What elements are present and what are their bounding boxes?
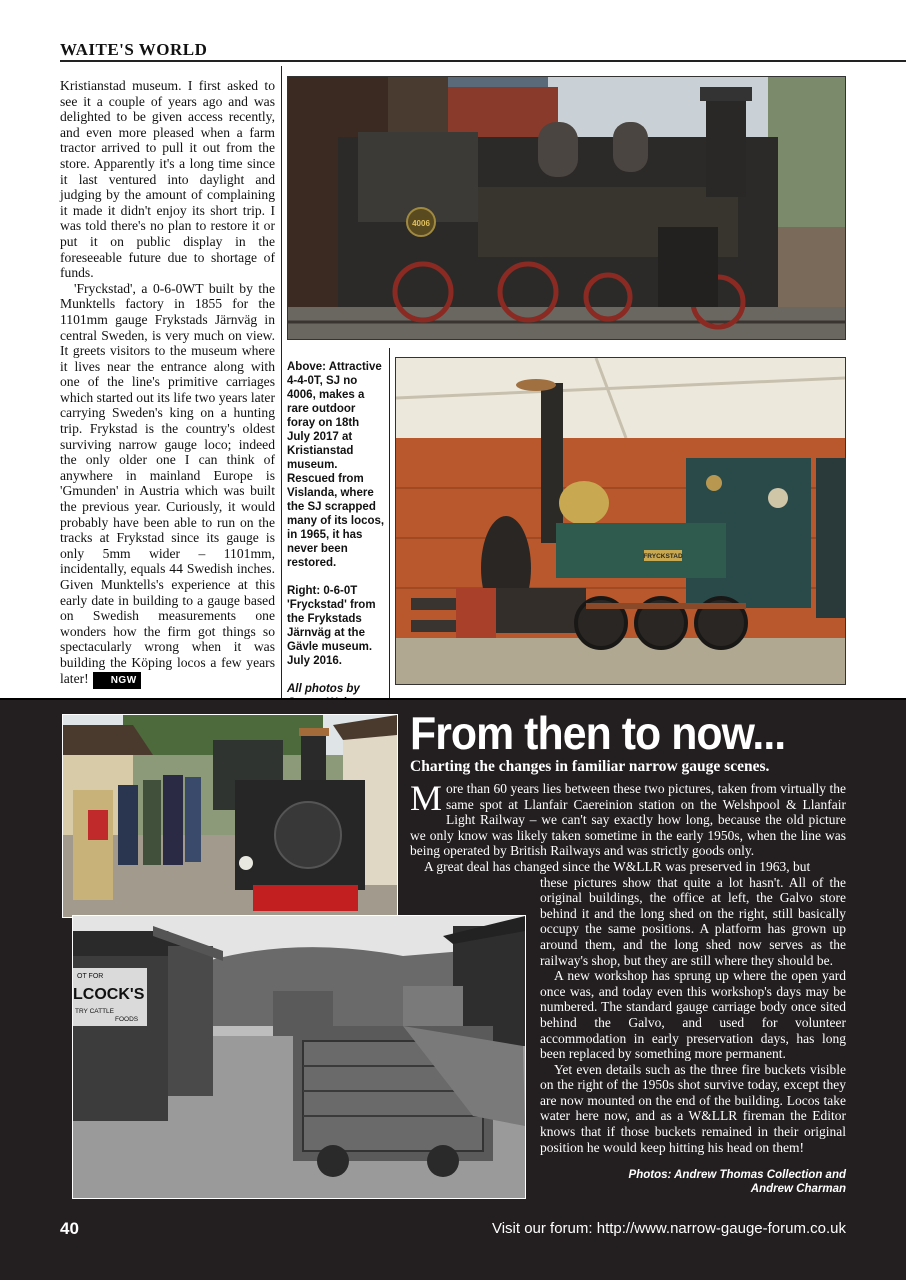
photo-fryckstad-illustration — [396, 358, 845, 684]
photo-llanfair-today — [62, 714, 398, 918]
loco-nameplate: FRYCKSTAD — [643, 553, 683, 560]
column-divider — [281, 66, 282, 698]
feature-text-block — [540, 875, 846, 1156]
sign-text-line2: LCOCK'S — [73, 986, 145, 1003]
forum-link[interactable]: Visit our forum: http://www.narrow-gauge-forum.co.uk — [491, 1220, 846, 1237]
caption-right: Right: 0-6-0T 'Fryckstad' from the Frykstads Järnväg at the Gävle museum. July 2016. — [287, 585, 376, 667]
caption-above: Above: Attractive 4-4-0T, SJ no 4006, makes a rare outdoor foray on 18th July 2017 at Kristianstad museum. Rescued from Vislanda, where the SJ scrapped many of its locos, in 1965, it has never been restored. — [287, 361, 385, 569]
article-paragraph: Kristianstad museum. I first asked to see it a couple of years ago and was delighted to be given access recently, and even more pleased when a farm tractor arrived to pull it out from the store. Apparently it's a long time since it last ventured into daylight and judging by the amount of complaining it made it didn't enjoy its short trip. I was told there's no plan to restore it or put it on public display in the foreseeable future due to shortage of funds. — [60, 78, 275, 281]
feature-title: From then to now... — [410, 707, 786, 759]
feature-paragraph: Yet even details such as the three fire buckets visible on the right of the 1950s shot survive today, except they are now mounted on the end of the building. Locos take water here now, and as a W&LLR fireman the Editor knows that if those buckets remained in their original position he would keep hitting his head on them! — [540, 1061, 846, 1155]
section-title: WAITE'S WORLD — [60, 40, 208, 59]
feature-paragraph: these pictures show that quite a lot hasn't. All of the original buildings, the office at left, the Galvo store behind it and the long shed on the right, still basically occupy the same positions. A platform has grown up around them, and the long shed now serves as the railway's shop, but they are still where they should be. — [540, 874, 846, 968]
article-paragraph: 'Fryckstad', a 0-6-0WT built by the Munktells factory in 1855 for the 1101mm gauge Frykstads Järnväg in central Sweden, is very much on view. It greets visitors to the museum where it lives near the entrance along with one of the line's primitive carriages which started out its life two years later carrying Sweden's king on a hunting trip. Frykstad is the country's oldest surviving narrow gauge loco; indeed the only older one I can think of anywhere in mainland Europe is 'Gmunden' in Austria which was built the previous year. Curiously, it would probably have been able to run on the tracks at Frykstad since its gauge is only 5mm wider – 1101mm, incidentally, equals 44 Swedish inches. Given Munktells's experience at this early date in building to a gauge based on Swedish measurements one wonders how the firm got things so spectacularly wrong when it was building the Köping locos a few years later! NGW — [60, 281, 275, 689]
loco-number-plate: 4006 — [412, 219, 430, 228]
feature-photo-credits: Photos: Andrew Thomas Collection and Andrew Charman — [628, 1169, 846, 1195]
photo-captions — [287, 360, 385, 724]
sign-text-line4: FOODS — [115, 1016, 139, 1023]
sign-text-line3: TRY CATTLE — [75, 1008, 115, 1015]
drop-cap: M — [410, 778, 443, 818]
sign-text-line1: OT FOR — [77, 973, 104, 980]
ngw-end-badge: NGW — [93, 672, 141, 690]
feature-body — [410, 778, 846, 1155]
feature-paragraph: A great deal has changed since the W&LLR was preserved in 1963, but — [424, 858, 811, 874]
photo-llanfair-today-illustration — [63, 715, 397, 917]
feature-subtitle: Charting the changes in familiar narrow gauge scenes. — [410, 758, 770, 775]
photo-fryckstad — [395, 357, 846, 685]
feature-paragraph: A new workshop has sprung up where the open yard once was, and today even this workshop's days may be numbered. The standard gauge carriage body once sited behind the Galvo, and used for volunteer accommodation in early preservation days, has long been replaced by something more permanent. — [540, 968, 846, 1062]
photo-credit: All photos by — [287, 683, 360, 695]
article-column — [60, 78, 275, 689]
feature-paragraph: More than 60 years lies between these two pictures, taken from virtually the same spot at Llanfair Caereinion station on the Welshpool & Llanfair Light Railway – we can't say exactly how long, because the old picture we only know was likely taken sometime in the early 1950s, when the line was being operated by British Railways and was strictly goods only. — [410, 778, 846, 859]
column-divider — [389, 348, 390, 698]
photo-sj-4006 — [287, 76, 846, 340]
running-header — [60, 38, 906, 62]
photo-sj-4006-illustration — [288, 77, 845, 339]
page-number: 40 — [60, 1219, 79, 1238]
